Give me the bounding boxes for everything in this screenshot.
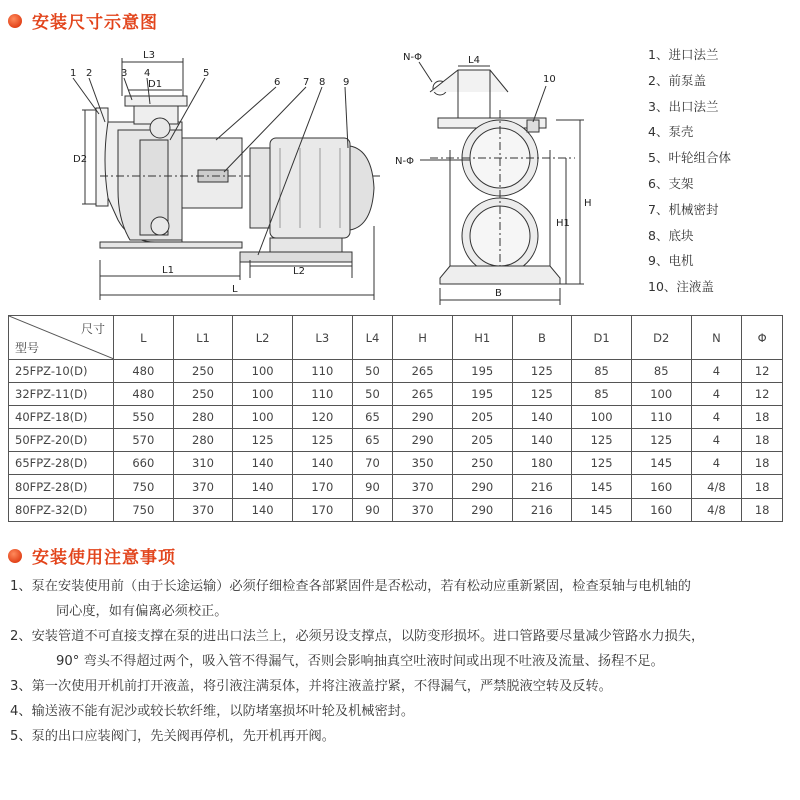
model-cell: 25FPZ-10(D) — [9, 360, 114, 383]
value-cell: 100 — [233, 383, 293, 406]
value-cell: 480 — [114, 360, 174, 383]
value-cell: 85 — [631, 360, 691, 383]
table-row — [9, 498, 783, 521]
callout-6: 6 — [274, 77, 281, 88]
value-cell: 250 — [173, 383, 233, 406]
value-cell: 125 — [572, 429, 632, 452]
value-cell: 100 — [233, 406, 293, 429]
value-cell: 100 — [233, 360, 293, 383]
table-row — [9, 360, 783, 383]
value-cell: 4/8 — [691, 475, 742, 498]
value-cell: 4 — [691, 383, 742, 406]
value-cell: 180 — [512, 452, 572, 475]
note-line: 5、泵的出口应装阀门，先关阀再停机，先开机再开阀。 — [10, 729, 335, 744]
value-cell: 310 — [173, 452, 233, 475]
table-row — [9, 406, 783, 429]
column-header: L1 — [173, 316, 233, 360]
column-header: Φ — [742, 316, 783, 360]
part-item: 9、电机 — [648, 253, 694, 269]
dim-l4: L4 — [468, 55, 480, 66]
table-row — [9, 383, 783, 406]
column-header: D1 — [572, 316, 632, 360]
model-cell: 65FPZ-28(D) — [9, 452, 114, 475]
dim-h1: H1 — [556, 218, 570, 229]
base-block-drawing — [240, 252, 352, 262]
value-cell: 280 — [173, 429, 233, 452]
part-item: 4、泵壳 — [648, 124, 694, 140]
note-line: 3、第一次使用开机前打开液盖，将引液注满泵体，并将注液盖拧紧，不得漏气，严禁脱液空转及反转。 — [10, 679, 612, 694]
value-cell: 50 — [352, 383, 393, 406]
value-cell: 100 — [631, 383, 691, 406]
value-cell: 160 — [631, 498, 691, 521]
value-cell: 65 — [352, 429, 393, 452]
column-header: L4 — [352, 316, 393, 360]
section-title: 安装尺寸示意图 — [32, 13, 158, 33]
model-cell: 32FPZ-11(D) — [9, 383, 114, 406]
header-size-label: 尺寸 — [80, 322, 105, 336]
dim-b: B — [495, 288, 502, 299]
bullet-icon — [8, 549, 22, 563]
value-cell: 145 — [572, 498, 632, 521]
parts-list — [648, 42, 798, 300]
note-line: 4、输送液不能有泥沙或较长软纤维，以防堵塞损坏叶轮及机械密封。 — [10, 704, 415, 719]
callout-3: 3 — [121, 68, 128, 79]
value-cell: 370 — [393, 498, 453, 521]
callout-7: 7 — [303, 77, 310, 88]
dim-l: L — [232, 284, 238, 295]
dim-n-phi-mid: N-Φ — [395, 156, 414, 167]
value-cell: 90 — [352, 498, 393, 521]
value-cell: 195 — [452, 383, 512, 406]
value-cell: 550 — [114, 406, 174, 429]
value-cell: 145 — [572, 475, 632, 498]
value-cell: 170 — [292, 475, 352, 498]
value-cell: 265 — [393, 383, 453, 406]
outlet-flange-drawing — [125, 96, 187, 106]
model-cell: 80FPZ-28(D) — [9, 475, 114, 498]
column-header: L2 — [233, 316, 293, 360]
callout-5: 5 — [203, 68, 210, 79]
value-cell: 4 — [691, 452, 742, 475]
value-cell: 370 — [173, 475, 233, 498]
part-item: 6、支架 — [648, 175, 694, 191]
value-cell: 350 — [393, 452, 453, 475]
value-cell: 50 — [352, 360, 393, 383]
value-cell: 125 — [631, 429, 691, 452]
value-cell: 140 — [233, 475, 293, 498]
table-row — [9, 475, 783, 498]
value-cell: 12 — [742, 383, 783, 406]
section-heading-install-notes — [8, 543, 176, 568]
column-header: L — [114, 316, 174, 360]
section-title: 安装使用注意事项 — [32, 548, 176, 568]
model-cell: 50FPZ-20(D) — [9, 429, 114, 452]
dim-d2: D2 — [73, 154, 88, 165]
value-cell: 90 — [352, 475, 393, 498]
value-cell: 290 — [452, 475, 512, 498]
table-row — [9, 429, 783, 452]
part-item: 10、注液盖 — [648, 279, 714, 295]
table-row — [9, 452, 783, 475]
value-cell: 140 — [233, 498, 293, 521]
value-cell: 195 — [452, 360, 512, 383]
value-cell: 4 — [691, 360, 742, 383]
value-cell: 18 — [742, 475, 783, 498]
value-cell: 18 — [742, 452, 783, 475]
callout-10: 10 — [543, 74, 556, 85]
value-cell: 570 — [114, 429, 174, 452]
column-header: N — [691, 316, 742, 360]
value-cell: 140 — [512, 406, 572, 429]
value-cell: 110 — [292, 383, 352, 406]
column-header: H — [393, 316, 453, 360]
model-cell: 80FPZ-32(D) — [9, 498, 114, 521]
part-item: 1、进口法兰 — [648, 47, 719, 62]
value-cell: 160 — [631, 475, 691, 498]
value-cell: 4 — [691, 429, 742, 452]
value-cell: 125 — [292, 429, 352, 452]
part-item: 3、出口法兰 — [648, 98, 719, 114]
callout-4: 4 — [144, 68, 151, 79]
value-cell: 370 — [173, 498, 233, 521]
callout-8: 8 — [319, 77, 326, 88]
notes-list — [10, 574, 795, 749]
value-cell: 250 — [173, 360, 233, 383]
column-header: H1 — [452, 316, 512, 360]
column-header: D2 — [631, 316, 691, 360]
value-cell: 290 — [393, 406, 453, 429]
part-item: 5、叶轮组合体 — [648, 150, 731, 166]
value-cell: 4/8 — [691, 498, 742, 521]
value-cell: 290 — [452, 498, 512, 521]
part-item: 2、前泵盖 — [648, 72, 706, 88]
note-line: 90° 弯头不得超过两个，吸入管不得漏气，否则会影响抽真空吐液时间或出现不吐液及流量、扬程不足。 — [56, 654, 664, 669]
value-cell: 216 — [512, 475, 572, 498]
value-cell: 205 — [452, 429, 512, 452]
value-cell: 18 — [742, 429, 783, 452]
value-cell: 205 — [452, 406, 512, 429]
value-cell: 125 — [233, 429, 293, 452]
callout-1: 1 — [70, 68, 77, 79]
value-cell: 480 — [114, 383, 174, 406]
value-cell: 110 — [292, 360, 352, 383]
dimension-table — [8, 315, 783, 522]
callout-2: 2 — [86, 68, 93, 79]
value-cell: 85 — [572, 360, 632, 383]
motor-drawing — [270, 138, 350, 238]
value-cell: 140 — [292, 452, 352, 475]
dim-d1: D1 — [148, 79, 163, 90]
callout-9: 9 — [343, 77, 350, 88]
value-cell: 120 — [292, 406, 352, 429]
value-cell: 125 — [512, 360, 572, 383]
value-cell: 110 — [631, 406, 691, 429]
header-corner-cell — [9, 316, 114, 360]
value-cell: 18 — [742, 406, 783, 429]
value-cell: 370 — [393, 475, 453, 498]
value-cell: 280 — [173, 406, 233, 429]
value-cell: 125 — [572, 452, 632, 475]
dim-l2: L2 — [293, 266, 305, 277]
header-model-label: 型号 — [15, 341, 40, 355]
value-cell: 750 — [114, 475, 174, 498]
value-cell: 290 — [393, 429, 453, 452]
note-line: 1、泵在安装使用前（由于长途运输）必须仔细检查各部紧固件是否松动，若有松动应重新紧固，检查泵轴与电机轴的 — [10, 579, 691, 594]
value-cell: 4 — [691, 406, 742, 429]
value-cell: 145 — [631, 452, 691, 475]
dim-l3: L3 — [143, 50, 155, 61]
column-header: B — [512, 316, 572, 360]
dim-l1: L1 — [162, 265, 174, 276]
note-line: 2、安装管道不可直接支撑在泵的进出口法兰上，必须另设支撑点，以防变形损坏。进口管路要尽量减少管路水力损失， — [10, 629, 705, 644]
table-header-row — [9, 316, 783, 360]
value-cell: 140 — [233, 452, 293, 475]
value-cell: 216 — [512, 498, 572, 521]
value-cell: 12 — [742, 360, 783, 383]
part-item: 8、底块 — [648, 227, 694, 243]
value-cell: 250 — [452, 452, 512, 475]
dim-n-phi-top: N-Φ — [403, 52, 422, 63]
part-item: 7、机械密封 — [648, 201, 719, 217]
value-cell: 660 — [114, 452, 174, 475]
value-cell: 140 — [512, 429, 572, 452]
value-cell: 750 — [114, 498, 174, 521]
dim-h: H — [584, 198, 592, 209]
column-header: L3 — [292, 316, 352, 360]
value-cell: 18 — [742, 498, 783, 521]
value-cell: 65 — [352, 406, 393, 429]
value-cell: 85 — [572, 383, 632, 406]
value-cell: 265 — [393, 360, 453, 383]
value-cell: 70 — [352, 452, 393, 475]
note-line: 同心度，如有偏离必须校正。 — [56, 604, 228, 619]
value-cell: 170 — [292, 498, 352, 521]
model-cell: 40FPZ-18(D) — [9, 406, 114, 429]
value-cell: 125 — [512, 383, 572, 406]
value-cell: 100 — [572, 406, 632, 429]
bullet-icon — [8, 14, 22, 28]
